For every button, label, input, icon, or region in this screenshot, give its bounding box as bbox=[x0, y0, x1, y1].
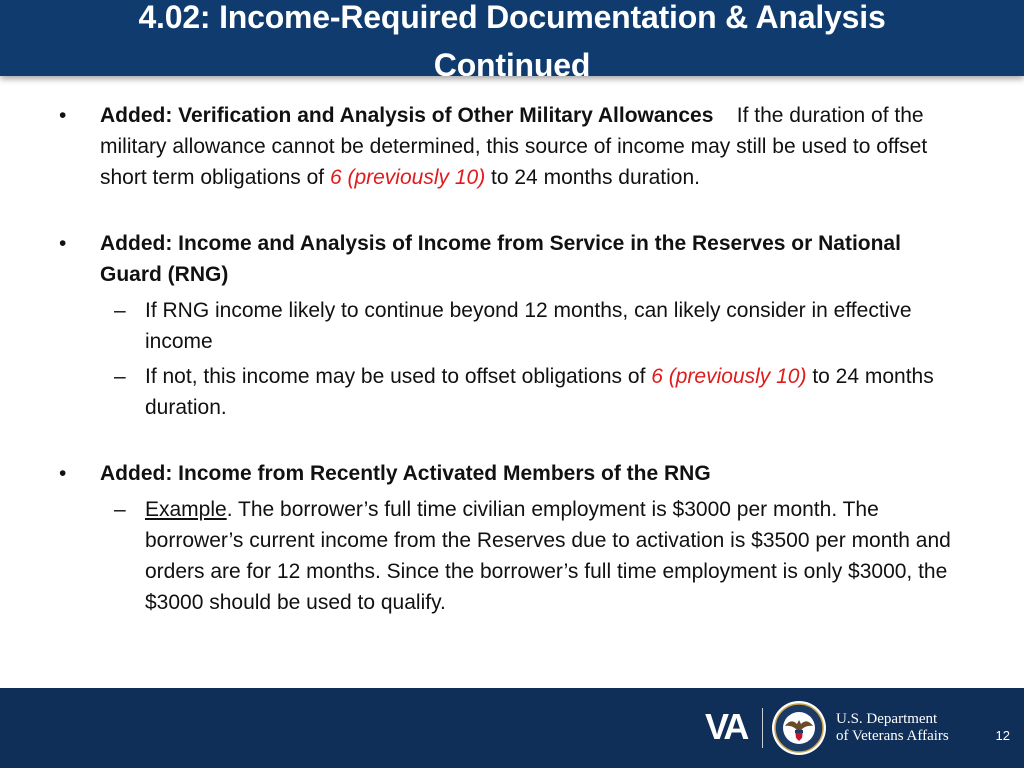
slide-title bbox=[0, 0, 1024, 76]
sub-bullet-text: If RNG income likely to continue beyond 12 months, can likely consider in effective income bbox=[145, 299, 912, 353]
sub-bullet-dash: – bbox=[114, 498, 126, 521]
example-label: Example bbox=[145, 498, 227, 521]
sub-bullet-text: . The borrower’s full time civilian employment is $3000 per month. The borrower’s current income from the Reserves due to activation is $3500 per month and orders are for 12 months. Since the borrower’s full time employment is only $3000, the $3000 should be used to qualify. bbox=[145, 498, 951, 614]
footer-bar bbox=[0, 688, 1024, 768]
slide-title-line-1: 4.02: Income-Required Documentation & Analysis bbox=[138, 0, 886, 35]
sub-bullet-dash: – bbox=[114, 365, 126, 388]
department-line-2: of Veterans Affairs bbox=[836, 728, 949, 744]
slide-title-line-2: Continued bbox=[433, 47, 591, 76]
bullet-text: to 24 months duration. bbox=[491, 166, 700, 189]
sub-bullet-text: to 24 months duration. bbox=[145, 365, 934, 419]
bullet-text: If the duration of the military allowance cannot be determined, this source of income may still be used to offset short term obligations of bbox=[100, 104, 928, 189]
bullet-dot: • bbox=[59, 104, 67, 127]
bullet-heading: Added: Income and Analysis of Income from Service in the Reserves or National Guard (RNG) bbox=[100, 232, 901, 286]
bullet-dot: • bbox=[59, 232, 67, 255]
department-line-1: U.S. Department bbox=[836, 711, 938, 727]
sub-bullet-dash: – bbox=[114, 299, 126, 322]
sub-bullet-rng-not bbox=[114, 361, 955, 423]
title-bar bbox=[0, 0, 1024, 76]
highlight-text: 6 (previously 10) bbox=[651, 365, 807, 388]
sub-bullet-text: If not, this income may be used to offset obligations of bbox=[145, 365, 646, 388]
department-name bbox=[836, 711, 949, 745]
va-seal-icon bbox=[771, 700, 827, 756]
logo-divider bbox=[762, 708, 763, 748]
bullet-dot: • bbox=[59, 462, 67, 485]
bullet-rng-income bbox=[59, 228, 960, 290]
sub-bullet-example bbox=[114, 494, 955, 618]
bullet-heading: Added: Income from Recently Activated Members of the RNG bbox=[100, 462, 711, 485]
bullet-recently-activated bbox=[59, 458, 960, 489]
sub-bullet-rng-continue bbox=[114, 295, 955, 357]
highlight-text: 6 (previously 10) bbox=[329, 166, 486, 189]
bullet-heading: Added: Verification and Analysis of Other Military Allowances bbox=[100, 104, 714, 127]
va-logo-text: VA bbox=[705, 706, 747, 747]
bullet-military-allowances bbox=[59, 100, 960, 193]
page-number: 12 bbox=[995, 728, 1010, 743]
